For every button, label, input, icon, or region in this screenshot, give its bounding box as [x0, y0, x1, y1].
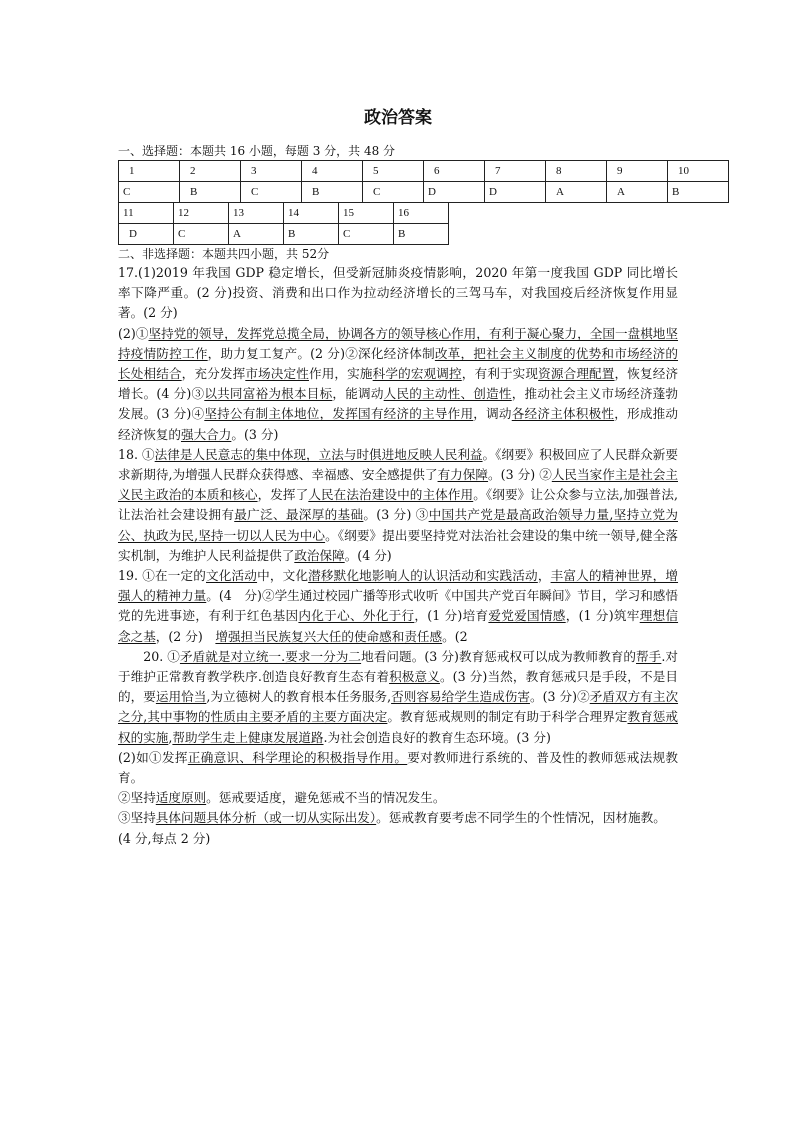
table-cell: A — [546, 182, 607, 203]
table-cell: 16 — [394, 203, 449, 224]
table-cell: C — [241, 182, 302, 203]
text-run: 。《纲要》提出要坚持党对法治社会建设的集中统一领导,健全落实机制，为维护人民利益提供了 — [118, 527, 678, 563]
q20-point2 — [118, 788, 678, 808]
text-run: 。(2 — [442, 628, 468, 644]
text-run: 。惩戒教育要考虑不同学生的个性情况，因材施教。 — [376, 810, 666, 826]
text-run: 。《纲要》让公众参与立法,加强普法,让法治社会建设拥有 — [118, 487, 679, 523]
text-run: 。(3 分) ② — [488, 467, 552, 483]
text-run: 要对教师进行系统的、普及性的教师惩戒法规教育。 — [118, 749, 679, 786]
text-run: ，助力复工复产。(2 分)②深化经济体制 — [207, 345, 435, 361]
key-point: 市场决定性 — [245, 366, 309, 382]
key-point: 以共同富裕为根本目标 — [204, 386, 333, 402]
key-point: 科学的宏观调控 — [372, 366, 462, 382]
key-point: 丰富人的精神世界，增强人的精神力量 — [118, 568, 679, 604]
table-cell: B — [668, 182, 729, 203]
text-run: ， — [537, 568, 551, 584]
q19-answer — [118, 566, 678, 647]
text-run: 。(3 分)② — [529, 689, 590, 705]
table-cell: B — [302, 182, 363, 203]
text-run: ，恢复经济增长。(4 分)③ — [118, 366, 679, 402]
text-run: ，(1 分)培育 — [414, 608, 489, 624]
table-cell: D — [485, 182, 546, 203]
section-2-heading: 二、非选择题：本题共四小题，共 52分 — [118, 247, 330, 261]
key-point: 帮助学生走上健康发展道路 — [172, 729, 324, 745]
table-cell: C — [339, 224, 394, 245]
key-point: 法律是人民意志的集中体现，立法与时俱进地反映人民利益 — [154, 446, 483, 462]
key-point: 有力保障 — [437, 467, 489, 483]
key-point: 坚持公有制主体地位，发挥国有经济的主导作用 — [204, 406, 474, 422]
table-cell: 6 — [424, 161, 485, 182]
key-point: 资源合理配置 — [538, 366, 615, 382]
table-cell: B — [394, 224, 449, 245]
key-point: 坚持党的领导，发挥党总揽全局，协调各方的领导核心作用，有利于凝心聚力，全国一盘棋地坚持疫情防控工作 — [118, 325, 679, 361]
q20-score-note: (4 分,每点 2 分) — [118, 830, 211, 846]
key-point: 最广泛、最深厚的基础 — [234, 507, 364, 523]
key-point: 爱党爱国情感 — [488, 608, 566, 624]
key-point: 人民的主动性、创造性 — [383, 386, 512, 402]
table-row-numbers — [119, 161, 729, 182]
table-cell: C — [119, 182, 180, 203]
text-run: 。(4 分) — [344, 547, 392, 563]
key-point: 中国共产党是最高政治领导力量,坚持立党为公、执政为民,坚持一切以人民为中心 — [118, 507, 678, 543]
table-cell: 1 — [119, 161, 180, 182]
text-run: 20. ① — [143, 648, 180, 664]
text-run: ③坚持 — [118, 810, 156, 826]
text-run: ，发挥了 — [257, 487, 309, 503]
key-point: 帮手 — [636, 648, 662, 664]
text-run: ，推动社会主义市场经济蓬勃发展。(3 分)④ — [118, 386, 679, 422]
text-run: 19. ①在一定的 — [118, 568, 207, 584]
table-cell: 13 — [229, 203, 284, 224]
table-row-answers — [119, 182, 729, 203]
q20-point3 — [118, 808, 678, 828]
table-cell: 9 — [607, 161, 668, 182]
table-row-answers — [119, 224, 449, 245]
key-point: 增强担当民族复兴大任的使命感和责任感 — [215, 628, 443, 644]
key-point: 否则容易给学生造成伤害 — [391, 689, 530, 705]
table-cell: 7 — [485, 161, 546, 182]
answer-table-1 — [118, 160, 729, 203]
key-point: 文化活动 — [206, 568, 258, 584]
text-run: 18. ① — [118, 446, 155, 462]
answer-table-2 — [118, 202, 449, 245]
table-cell: 8 — [546, 161, 607, 182]
key-point: 改革，把社会主义制度的优势和市场经济的长处相结合 — [118, 345, 679, 382]
key-point: 教育惩戒权的实施 — [118, 709, 679, 745]
key-point: 内化于心、外化于行 — [298, 608, 415, 624]
key-point: 具体问题具体分析（或一切从实际出发） — [155, 810, 377, 826]
text-run: 。(3 分) — [231, 426, 279, 442]
key-point: 强大合力 — [180, 426, 232, 442]
q20-part1 — [118, 647, 678, 748]
text-run: ②坚持 — [118, 790, 156, 806]
text-run: 。(3 分)当然，教育惩戒只是手段，不是目的，要 — [118, 669, 679, 705]
text-run: ，充分发挥 — [181, 366, 246, 382]
key-point: 政治保障 — [294, 547, 345, 563]
key-point: 人民在法治建设中的主体作用 — [308, 487, 474, 503]
text-run: , — [168, 729, 173, 745]
q17-part2 — [118, 324, 678, 445]
text-run: .对于维护正常教育教学秩序.创造良好教育生态有着 — [118, 648, 678, 685]
section-1-heading: 一、选择题：本题共 16 小题，每题 3 分，共 48 分 — [118, 144, 396, 158]
table-cell: D — [119, 224, 174, 245]
q18-answer — [118, 445, 678, 566]
key-point: 正确意识、科学理论的积极指导作用。 — [187, 749, 408, 765]
text-run: (2)① — [118, 325, 149, 341]
text-run: 。惩戒要适度，避免惩戒不当的情况发生。 — [206, 790, 446, 806]
table-cell: D — [424, 182, 485, 203]
table-row-numbers — [119, 203, 449, 224]
answer-page — [118, 100, 689, 849]
table-cell: A — [607, 182, 668, 203]
key-point: 各经济主体积极性 — [511, 406, 615, 422]
table-cell: A — [229, 224, 284, 245]
key-point: 积极意义 — [389, 669, 440, 685]
text-run: 作用，实施 — [308, 366, 373, 382]
text-run: 。《纲要》积极回应了人民群众新要求新期待,为增强人民群众获得感、幸福感、安全感提供了 — [118, 446, 678, 483]
page-title: 政治答案 — [364, 108, 432, 128]
table-cell: B — [180, 182, 241, 203]
table-cell: 14 — [284, 203, 339, 224]
table-cell: C — [174, 224, 229, 245]
table-cell: 11 — [119, 203, 174, 224]
text-run: ，(2 分) — [155, 628, 216, 644]
text-run: 中，文化 — [257, 568, 309, 584]
text-run: (2)如①发挥 — [118, 749, 188, 765]
table-cell: 12 — [174, 203, 229, 224]
q17-part1: 17.(1)2019 年我国 GDP 稳定增长，但受新冠肺炎疫情影响，2020 年第一度我国 GDP 同比增长率下降严重。(2 分)投资、消费和出口作为拉动经济增长的三驾马车，对我国疫后经济恢复作用显著。(2 分) — [118, 265, 678, 321]
text-run: 。(3 分) ③ — [363, 507, 429, 523]
text-run: ，形成推动经济恢复的 — [118, 406, 679, 442]
answer-body — [118, 263, 678, 849]
table-cell: C — [363, 182, 424, 203]
text-run: ，(1 分)筑牢 — [565, 608, 640, 624]
text-run: .为社会创造良好的教育生态环境。(3 分) — [323, 729, 551, 745]
key-point: 适度原则 — [155, 790, 207, 806]
text-run: ，调动 — [473, 406, 512, 422]
table-cell: 4 — [302, 161, 363, 182]
key-point: 矛盾就是对立统一.要求一分为二 — [179, 648, 362, 664]
text-run: 。(4 分)②学生通过校园广播等形式收听《中国共产党百年瞬间》节目，学习和感悟党的先进事迹，有利于红色基因 — [118, 588, 679, 624]
table-cell: 5 — [363, 161, 424, 182]
text-run: ,为立德树人的教育根本任务服务, — [206, 689, 392, 705]
text-run: 。教育惩戒规则的制定有助于科学合理界定 — [387, 709, 628, 725]
key-point: 潜移默化地影响人的认识活动和实践活动 — [308, 568, 538, 584]
table-cell: 15 — [339, 203, 394, 224]
table-cell: 2 — [180, 161, 241, 182]
text-run: ，有利于实现 — [461, 366, 539, 382]
text-run: 地看问题。(3 分)教育惩戒权可以成为教师教育的 — [361, 648, 637, 664]
q20-part2 — [118, 748, 678, 788]
key-point: 理想信念之基 — [118, 608, 679, 644]
table-cell: B — [284, 224, 339, 245]
table-cell: 3 — [241, 161, 302, 182]
key-point: 矛盾双方有主次之分,其中事物的性质由主要矛盾的主要方面决定 — [118, 689, 679, 725]
text-run: ，能调动 — [332, 386, 384, 402]
key-point: 人民当家作主是社会主义民主政治的本质和核心 — [118, 467, 678, 503]
key-point: 运用恰当 — [155, 689, 207, 705]
table-cell: 10 — [668, 161, 729, 182]
